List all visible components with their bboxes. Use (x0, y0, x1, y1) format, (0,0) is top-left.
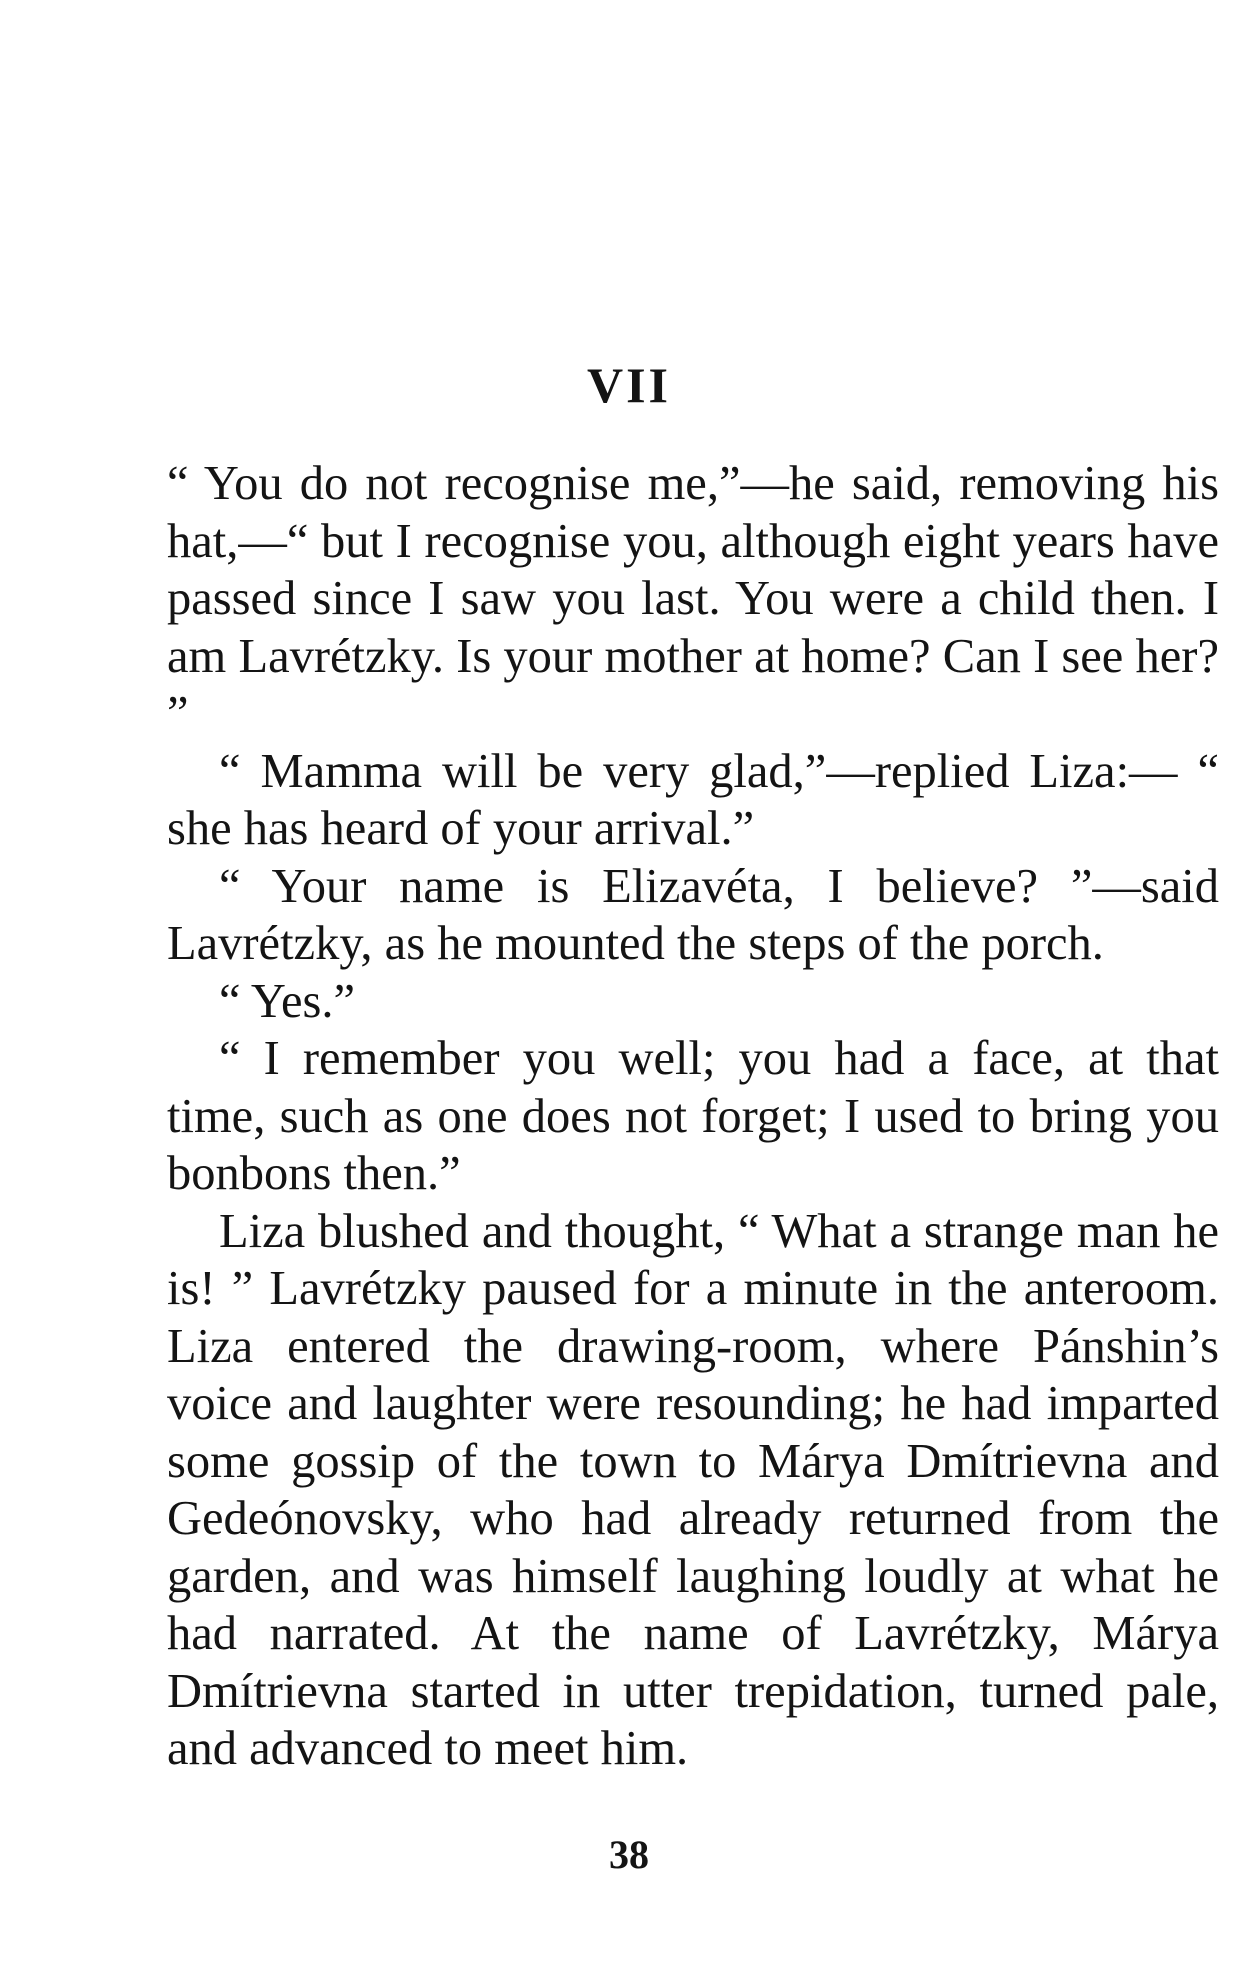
page-number: 38 (609, 1832, 649, 1877)
body-text (167, 455, 1219, 1778)
chapter-heading: VII (586, 357, 672, 413)
paragraph: “ Mamma will be very glad,”—replied Liza:— “ she has heard of your arrival.” (167, 744, 1219, 855)
paragraph: Liza blushed and thought, “ What a strange man he is! ” Lavrétzky paused for a minute in the anteroom. Liza entered the drawing-room, where Pánshin’s voice and laughter were resounding; he had imparted some gossip of the town to Márya Dmítrievna and Gedeónovsky, who had already returned from the garden, and was himself laughing loudly at what he had narrated. At the name of Lavrétzky, Márya Dmítrievna started in utter trepidation, turned pale, and advanced to meet him. (167, 1204, 1219, 1775)
paragraph: “ Yes.” (219, 974, 356, 1028)
paragraph: “ You do not recognise me,”—he said, removing his hat,—“ but I recognise you, although eight years have passed since I saw you last. You were a child then. I am Lavrétzky. Is your mother at home? Can I see her? ” (167, 457, 1219, 740)
paragraph: “ Your name is Elizavéta, I believe? ”—said Lavrétzky, as he mounted the steps of the porch. (167, 859, 1219, 970)
paragraph: “ I remember you well; you had a face, at that time, such as one does not forget; I used to bring you bonbons then.” (167, 1032, 1219, 1200)
